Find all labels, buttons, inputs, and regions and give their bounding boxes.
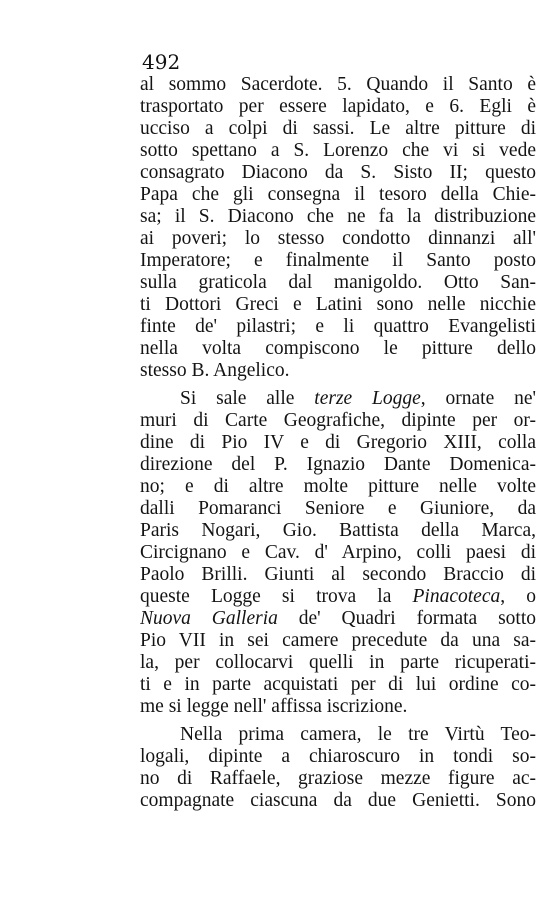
text-line (140, 96, 536, 118)
text-line (140, 790, 536, 812)
text-segment: compagnate ciascuna da due Genietti. Sono (140, 790, 536, 811)
text-line (140, 432, 536, 454)
text-line (140, 140, 536, 162)
text-segment: Circignano e Cav. d' Arpino, colli paesi di (140, 542, 536, 563)
text-segment: al sommo Sacerdote. 5. Quando il Santo è (140, 74, 536, 95)
text-segment: la, per collocarvi quelli in parte ricuperati- (140, 652, 536, 673)
text-line (140, 608, 536, 630)
text-line (140, 228, 536, 250)
text-line (140, 498, 536, 520)
text-line (140, 184, 536, 206)
text-segment: dine di Pio IV e di Gregorio XIII, colla (140, 432, 536, 453)
text-segment: ti e in parte acquistati per di lui ordine co- (140, 674, 536, 695)
text-segment: , o (500, 586, 536, 607)
text-line (140, 586, 536, 608)
text-segment: me si legge nell' affissa iscrizione. (140, 696, 408, 717)
text-segment: nella volta compiscono le pitture dello (140, 338, 536, 359)
text-segment: Paris Nogari, Gio. Battista della Marca, (140, 520, 536, 541)
italic-text-segment: Pinacoteca (412, 586, 501, 607)
text-line (140, 118, 536, 140)
text-segment: ti Dottori Greci e Latini sono nelle nicchie (140, 294, 536, 315)
text-segment: de' Quadri formata sotto (277, 608, 536, 629)
text-line (140, 724, 536, 746)
text-line (140, 674, 536, 696)
text-segment: Papa che gli consegna il tesoro della Chie- (140, 184, 536, 205)
text-line (140, 410, 536, 432)
text-line (140, 652, 536, 674)
page-number: 492 (142, 50, 181, 74)
text-line (140, 454, 536, 476)
text-line (140, 388, 536, 410)
body-text (140, 74, 536, 812)
text-segment: logali, dipinte a chiaroscuro in tondi so- (140, 746, 536, 767)
text-segment: Nella prima camera, le tre Virtù Teo- (180, 724, 536, 745)
italic-text-segment: terze Logge (314, 388, 421, 409)
text-line (140, 162, 536, 184)
text-line (140, 206, 536, 228)
text-segment: finte de' pilastri; e li quattro Evangelisti (140, 316, 536, 337)
text-line (140, 630, 536, 652)
text-line (140, 316, 536, 338)
text-segment: sa; il S. Diacono che ne fa la distribuzione (140, 206, 536, 227)
text-line (140, 360, 536, 382)
text-segment: ucciso a colpi di sassi. Le altre pitture di (140, 118, 536, 139)
text-segment: Imperatore; e finalmente il Santo posto (140, 250, 536, 271)
text-line (140, 74, 536, 96)
text-segment: no; e di altre molte pitture nelle volte (140, 476, 536, 497)
text-segment: Si sale alle (180, 388, 315, 409)
text-line (140, 768, 536, 790)
text-segment: Pio VII in sei camere precedute da una sa- (140, 630, 536, 651)
text-segment: no di Raffaele, graziose mezze figure ac- (140, 768, 536, 789)
text-line (140, 696, 536, 718)
text-segment: sotto spettano a S. Lorenzo che vi si vede (140, 140, 536, 161)
text-segment: queste Logge si trova la (140, 586, 413, 607)
text-segment: muri di Carte Geografiche, dipinte per or- (140, 410, 536, 431)
text-segment: Paolo Brilli. Giunti al secondo Braccio di (140, 564, 536, 585)
text-segment: consagrato Diacono da S. Sisto II; questo (140, 162, 536, 183)
italic-text-segment: Nuova Galleria (140, 608, 278, 629)
text-line (140, 250, 536, 272)
text-line (140, 520, 536, 542)
text-line (140, 564, 536, 586)
text-line (140, 746, 536, 768)
text-segment: direzione del P. Ignazio Dante Domenica- (140, 454, 536, 475)
text-segment: sulla graticola dal manigoldo. Otto San- (140, 272, 536, 293)
text-line (140, 294, 536, 316)
text-line (140, 476, 536, 498)
text-segment: trasportato per essere lapidato, e 6. Egli è (140, 96, 536, 117)
text-line (140, 338, 536, 360)
text-line (140, 542, 536, 564)
text-segment: ai poveri; lo stesso condotto dinnanzi all' (140, 228, 536, 249)
text-segment: dalli Pomaranci Seniore e Giuniore, da (140, 498, 536, 519)
text-segment: stesso B. Angelico. (140, 360, 290, 381)
text-segment: , ornate ne' (420, 388, 536, 409)
text-line (140, 272, 536, 294)
